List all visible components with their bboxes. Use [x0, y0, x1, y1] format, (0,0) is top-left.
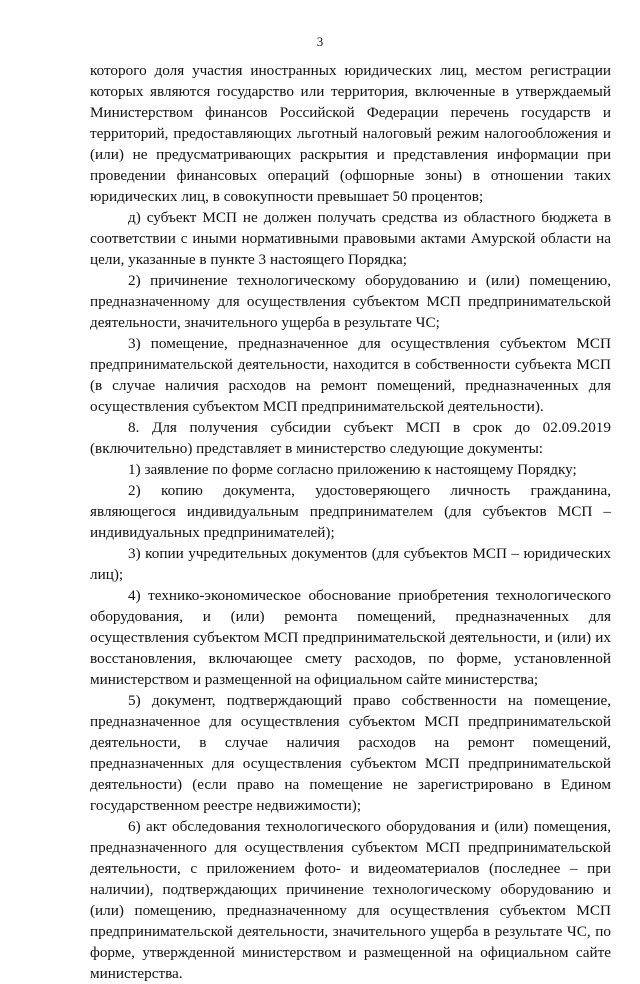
document-body — [90, 60, 611, 984]
paragraph-doc-4: 4) технико-экономическое обоснование приобретения технологического оборудования, и (или) ремонта помещений, предназначенных для осуществления субъектом МСП предпринимательской деятельности, и (или) их восстановления, включающее смету расходов, по форме, установленной министерством и размещенной на официальном сайте министерства; — [90, 587, 611, 688]
paragraph-item-3: 3) помещение, предназначенное для осуществления субъектом МСП предпринимательской деятельности, находится в собственности субъекта МСП (в случае наличия расходов на ремонт помещений, предназначенных для осуществления субъектом МСП предпринимательской деятельности). — [90, 335, 611, 415]
paragraph-doc-6: 6) акт обследования технологического оборудования и (или) помещения, предназначенного для осуществления субъектом МСП предпринимательской деятельности, с приложением фото- и видеоматериалов (последнее – при наличии), подтверждающих причинение технологическому оборудованию и (или) помещению, предназначенному для осуществления субъектом МСП предпринимательской деятельности, значительного ущерба в результате ЧС, по форме, утвержденной министерством и размещенной на официальном сайте министерства. — [90, 818, 611, 982]
paragraph-doc-3: 3) копии учредительных документов (для субъектов МСП – юридических лиц); — [90, 545, 611, 583]
paragraph-doc-5: 5) документ, подтверждающий право собственности на помещение, предназначенное для осуществления субъектом МСП предпринимательской деятельности, в случае наличия расходов на ремонт помещений, предназначенных для осуществления субъектом МСП предпринимательской деятельности) (если право на помещение не зарегистрировано в Едином государственном реестре недвижимости); — [90, 692, 611, 814]
paragraph-section-8: 8. Для получения субсидии субъект МСП в срок до 02.09.2019 (включительно) представляет в министерство следующие документы: — [90, 419, 611, 457]
paragraph-doc-1: 1) заявление по форме согласно приложению к настоящему Порядку; — [128, 461, 577, 478]
page-number: 3 — [316, 34, 324, 49]
paragraph-doc-2: 2) копию документа, удостоверяющего личность гражданина, являющегося индивидуальным предпринимателем (для субъектов МСП – индивидуальных предпринимателей); — [90, 482, 611, 541]
paragraph-item-d: д) субъект МСП не должен получать средства из областного бюджета в соответствии с иными нормативными правовыми актами Амурской области на цели, указанные в пункте 3 настоящего Порядка; — [90, 209, 611, 268]
paragraph-item-2: 2) причинение технологическому оборудованию и (или) помещению, предназначенному для осуществления субъектом МСП предпринимательской деятельности, значительного ущерба в результате ЧС; — [90, 272, 611, 331]
paragraph-continuation: которого доля участия иностранных юридических лиц, местом регистрации которых являются государство или территория, включенные в утверждаемый Министерством финансов Российской Федерации перечень государств и территорий, предоставляющих льготный налоговый режим налогообложения и (или) не предусматривающих раскрытия и представления информации при проведении финансовых операций (офшорные зоны) в отношении таких юридических лиц, в совокупности превышает 50 процентов; — [90, 62, 611, 205]
